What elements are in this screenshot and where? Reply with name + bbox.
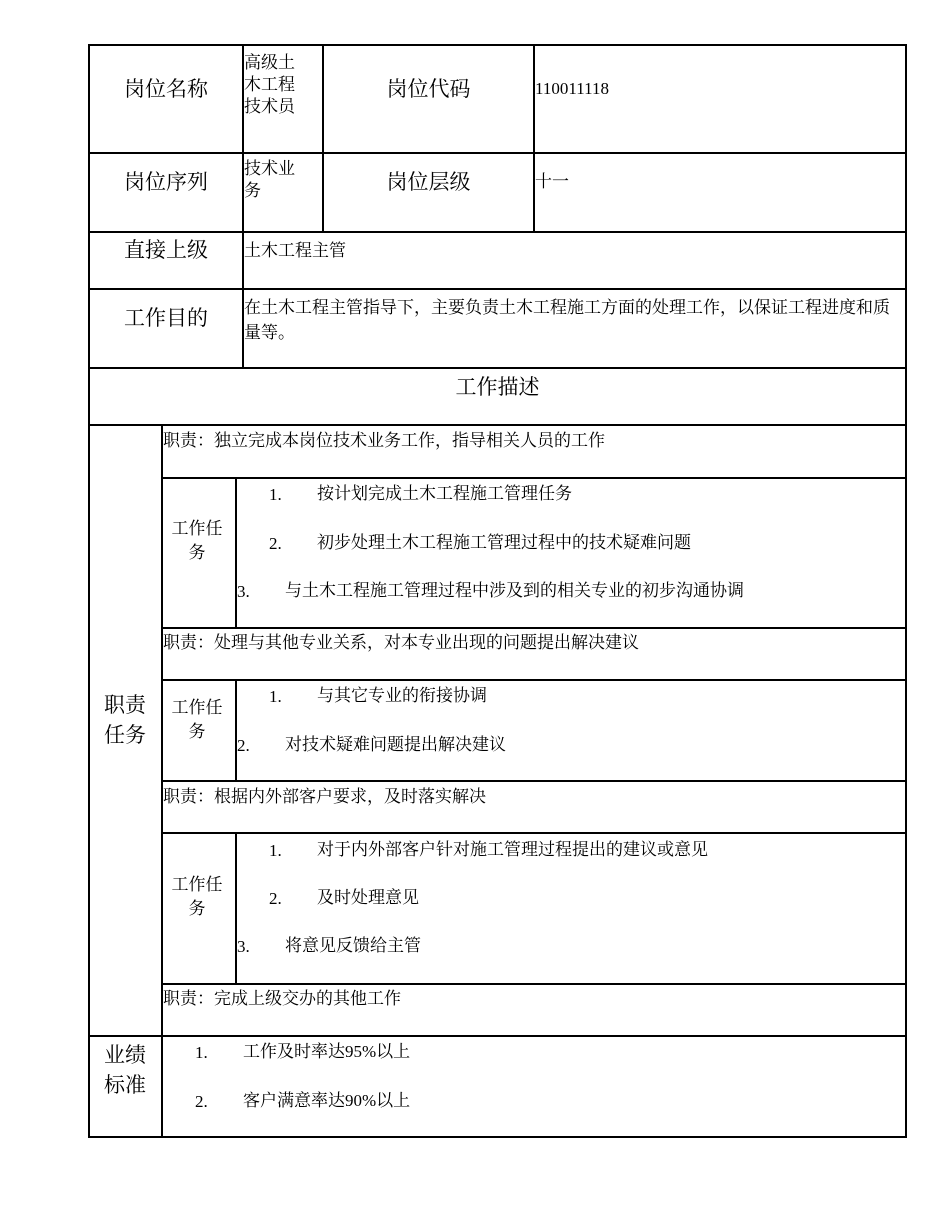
task-text: 及时处理意见 — [317, 888, 419, 907]
task-number: 1. — [269, 687, 282, 706]
row-divider — [88, 231, 907, 233]
duty-text: 职责：独立完成本岗位技术业务工作，指导相关人员的工作 — [163, 431, 605, 450]
duty-text: 职责：处理与其他专业关系，对本专业出现的问题提出解决建议 — [163, 633, 639, 652]
post-level-label: 岗位层级 — [386, 170, 471, 194]
row-divider — [88, 152, 907, 154]
post-name-value: 高级土木工程技术员 — [244, 53, 295, 116]
performance-number: 1. — [195, 1043, 208, 1062]
row-divider — [88, 424, 907, 426]
table-border-right — [905, 44, 907, 1138]
row-divider — [161, 679, 907, 681]
performance-number: 2. — [195, 1092, 208, 1111]
row-divider — [88, 367, 907, 369]
task-text: 初步处理土木工程施工管理过程中的技术疑难问题 — [317, 533, 691, 552]
table-border-bottom — [88, 1136, 907, 1138]
task-number: 3. — [237, 582, 250, 601]
post-series-label: 岗位序列 — [124, 170, 208, 194]
superior-label: 直接上级 — [124, 238, 208, 262]
purpose-label: 工作目的 — [124, 306, 208, 330]
col-divider — [235, 679, 237, 782]
post-name-label: 岗位名称 — [124, 77, 208, 101]
row-divider — [88, 1035, 907, 1037]
col-divider — [322, 44, 324, 233]
task-number: 1. — [269, 841, 282, 860]
task-number: 2. — [269, 534, 282, 553]
duty-text: 职责：完成上级交办的其他工作 — [163, 989, 401, 1008]
task-number: 1. — [269, 485, 282, 504]
task-text: 对于内外部客户针对施工管理过程提出的建议或意见 — [317, 840, 708, 859]
duty-text: 职责：根据内外部客户要求，及时落实解决 — [163, 787, 486, 806]
task-label: 工作任务 — [171, 519, 223, 563]
duties-label: 职责任务 — [104, 693, 146, 747]
row-divider — [88, 288, 907, 290]
row-divider — [161, 780, 907, 782]
task-text: 与其它专业的衔接协调 — [317, 686, 487, 705]
task-number: 2. — [237, 736, 250, 755]
row-divider — [161, 832, 907, 834]
work-description-title: 工作描述 — [455, 375, 540, 399]
task-text: 将意见反馈给主管 — [285, 936, 421, 955]
post-series-value: 技术业务 — [244, 159, 295, 200]
task-text: 按计划完成土木工程施工管理任务 — [317, 484, 572, 503]
table-border-top — [88, 44, 907, 46]
col-divider — [533, 44, 535, 233]
superior-value: 土木工程主管 — [244, 241, 346, 260]
row-divider — [161, 477, 907, 479]
post-code-label: 岗位代码 — [386, 77, 471, 101]
row-divider — [161, 627, 907, 629]
col-divider — [235, 832, 237, 985]
task-label: 工作任务 — [171, 875, 223, 919]
task-number: 3. — [237, 937, 250, 956]
table-border-left — [88, 44, 90, 1138]
col-divider — [235, 477, 237, 629]
performance-label: 业绩标准 — [104, 1043, 146, 1097]
purpose-value: 在土木工程主管指导下，主要负责土木工程施工方面的处理工作，以保证工程进度和质量等。 — [244, 298, 890, 342]
task-text: 与土木工程施工管理过程中涉及到的相关专业的初步沟通协调 — [285, 581, 744, 600]
task-label: 工作任务 — [171, 698, 223, 742]
task-number: 2. — [269, 889, 282, 908]
performance-text: 客户满意率达90%以上 — [243, 1091, 411, 1110]
row-divider — [161, 983, 907, 985]
performance-text: 工作及时率达95%以上 — [243, 1042, 411, 1061]
post-level-value: 十一 — [535, 172, 569, 191]
post-code-value: 110011118 — [535, 79, 609, 98]
task-text: 对技术疑难问题提出解决建议 — [285, 735, 506, 754]
